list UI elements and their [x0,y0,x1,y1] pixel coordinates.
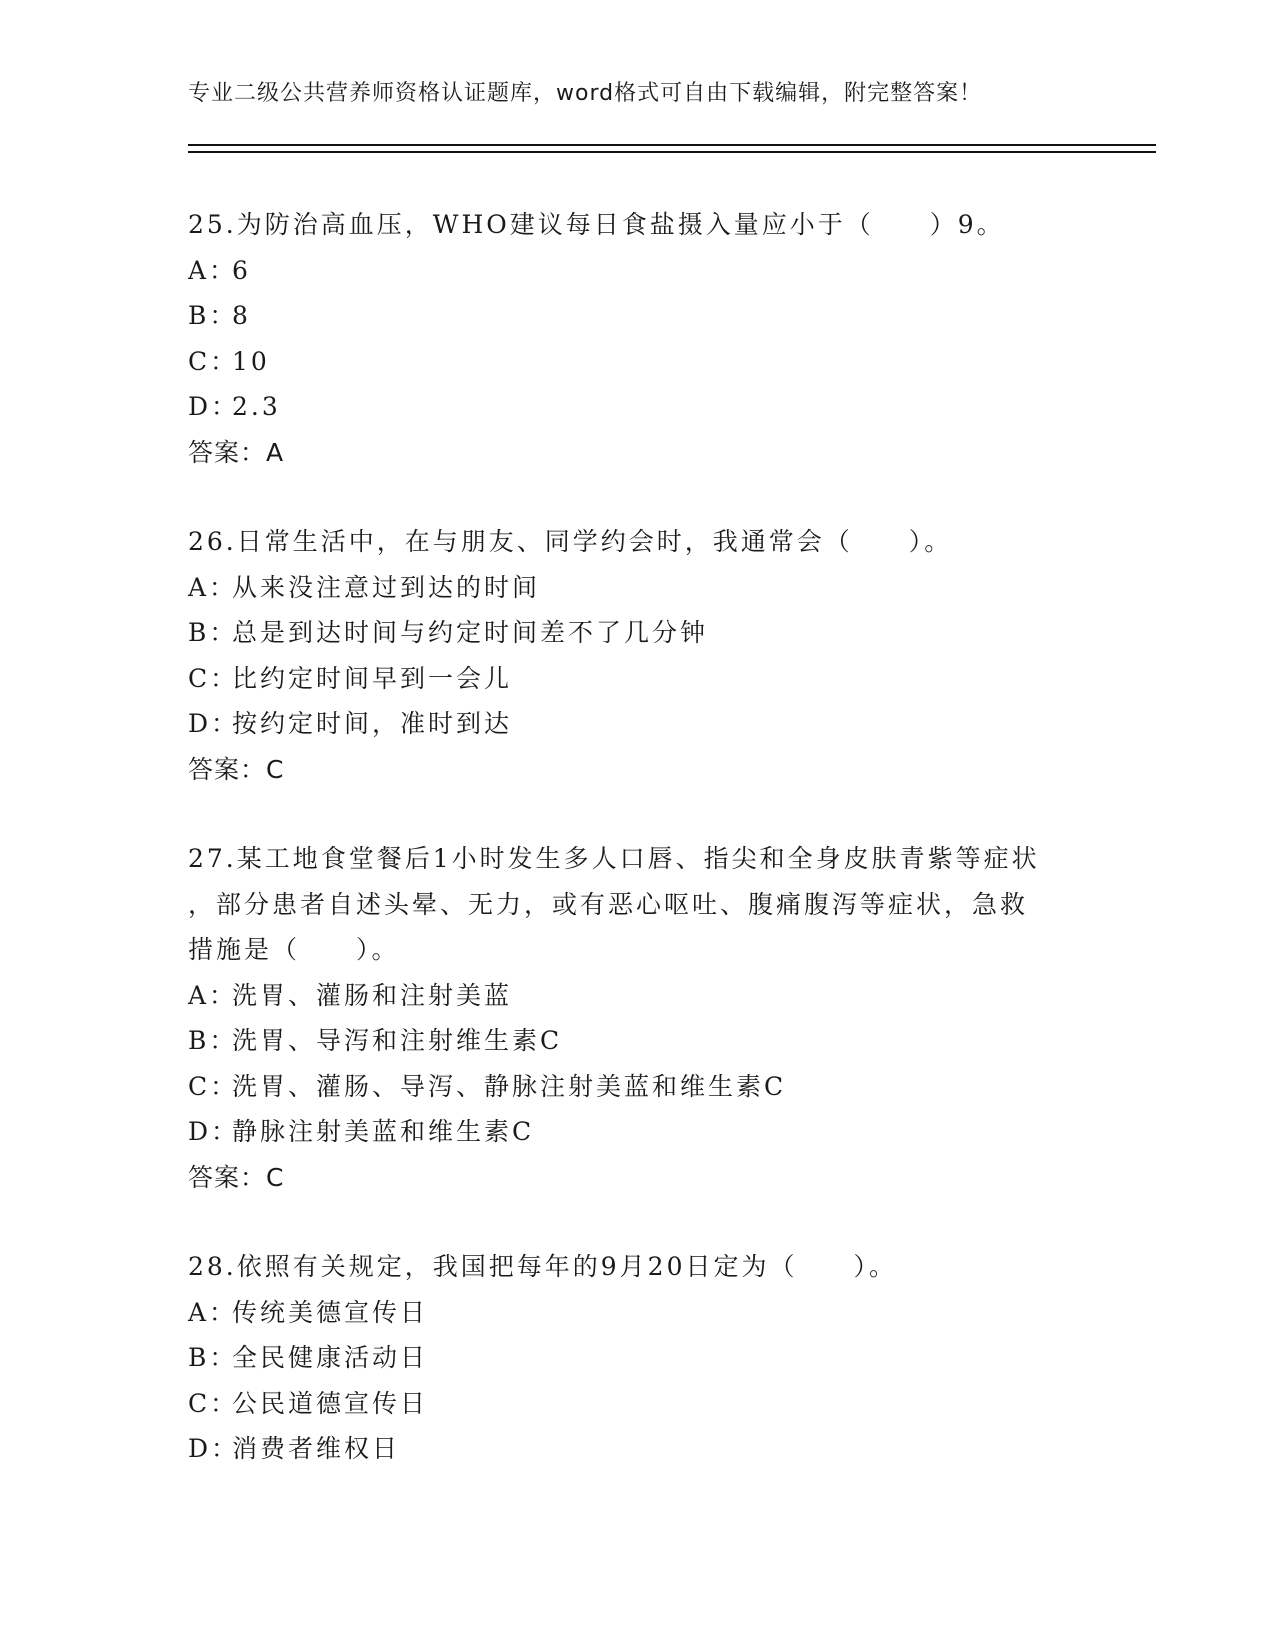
option-text: 传统美德宣传日 [232,1297,429,1327]
option-text: 按约定时间，准时到达 [232,709,513,738]
option-text: 6 [232,255,251,285]
option-c [188,339,1088,385]
option-text: 洗胃、灌肠、导泻、静脉注射美蓝和维生素C [232,1071,787,1101]
question-stem: 措施是（ ）。 [188,935,400,964]
option-key: C： [188,346,239,376]
option-key: B： [188,1343,238,1372]
option-a [188,248,1088,294]
option-text: 洗胃、导泻和注射维生素C [232,1026,563,1055]
option-d [188,384,1088,430]
option-text: 8 [232,301,251,330]
option-key: A： [188,980,238,1010]
option-text: 从来没注意过到达的时间 [232,572,541,602]
option-c [188,1064,1088,1110]
option-b [188,610,1088,656]
option-d [188,1426,1088,1472]
option-key: A： [188,255,238,285]
question-28 [188,1244,1088,1472]
option-text: 洗胃、灌肠和注射美蓝 [232,980,513,1010]
question-stem: 25.为防治高血压，WHO建议每日食盐摄入量应小于（ ）9。 [188,210,1005,239]
option-key: D： [188,1117,240,1146]
question-27 [188,836,1088,1200]
option-b [188,1335,1088,1381]
option-a [188,1290,1088,1336]
answer: 答案：C [188,754,285,784]
option-key: C： [188,1071,239,1101]
option-a [188,565,1088,611]
option-key: B： [188,301,238,330]
question-25 [188,202,1088,475]
option-text: 10 [232,346,270,376]
question-stem: 26.日常生活中，在与朋友、同学约会时，我通常会（ ）。 [188,527,953,556]
option-text: 2.3 [232,392,281,421]
answer: 答案：C [188,1162,285,1192]
option-key: A： [188,572,238,602]
option-b [188,1018,1088,1064]
option-text: 全民健康活动日 [232,1343,429,1372]
option-key: D： [188,392,240,421]
option-key: D： [188,709,240,738]
answer: 答案：A [188,437,285,467]
option-key: D： [188,1434,240,1463]
option-text: 公民道德宣传日 [232,1388,429,1418]
option-b [188,293,1088,339]
option-d [188,1109,1088,1155]
option-text: 消费者维权日 [232,1434,401,1463]
option-d [188,701,1088,747]
question-26 [188,519,1088,792]
question-list [188,202,1088,1516]
option-key: A： [188,1297,238,1327]
option-text: 总是到达时间与约定时间差不了几分钟 [232,618,709,647]
header-divider [188,144,1156,153]
option-text: 静脉注射美蓝和维生素C [232,1117,535,1146]
option-c [188,656,1088,702]
option-a [188,973,1088,1019]
option-text: 比约定时间早到一会儿 [232,663,513,693]
option-key: C： [188,663,239,693]
question-stem: ，部分患者自述头晕、无力，或有恶心呕吐、腹痛腹泻等症状，急救 [188,889,1029,919]
option-key: B： [188,1026,238,1055]
question-stem: 27.某工地食堂餐后1小时发生多人口唇、指尖和全身皮肤青紫等症状 [188,844,1040,873]
page-header: 专业二级公共营养师资格认证题库，word格式可自由下载编辑，附完整答案！ [188,81,983,106]
option-c [188,1381,1088,1427]
option-key: B： [188,618,238,647]
option-key: C： [188,1388,239,1418]
question-stem: 28.依照有关规定，我国把每年的9月20日定为（ ）。 [188,1252,897,1281]
